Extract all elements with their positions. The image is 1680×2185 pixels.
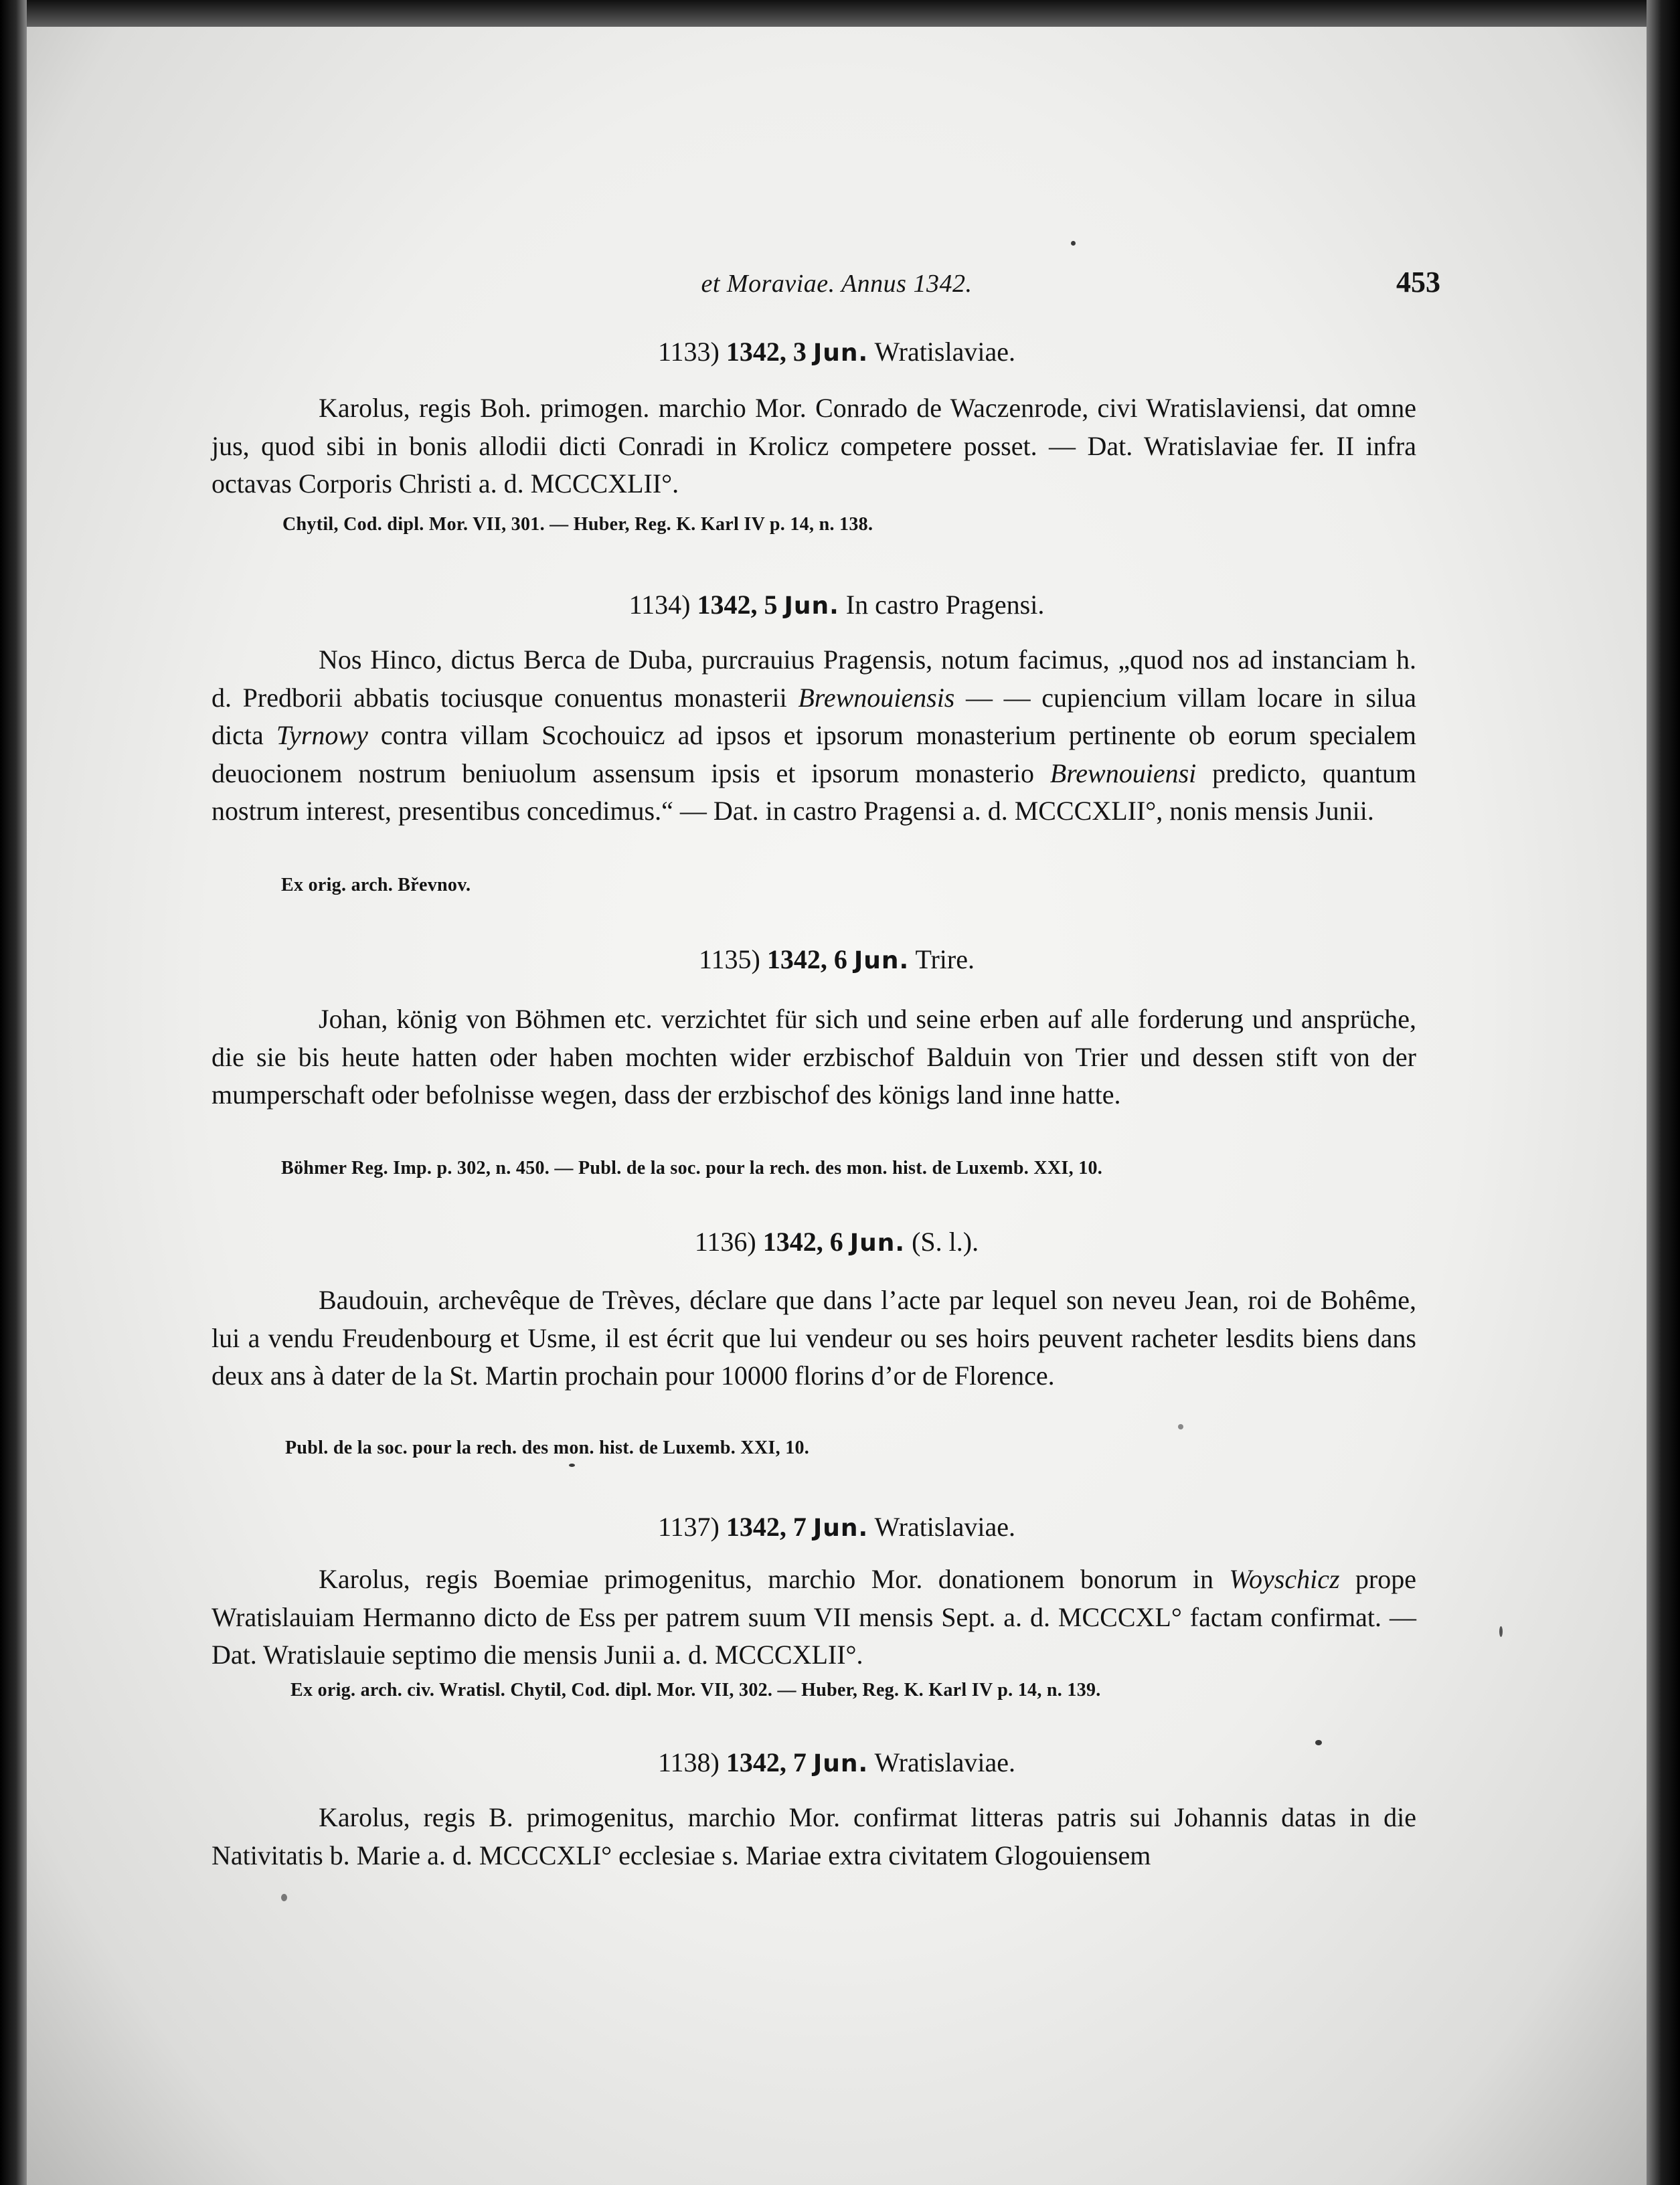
entry-place: Wratislaviae. xyxy=(874,1747,1015,1777)
body-text: prope Wratislauiam Hermanno dicto de Ess per patrem suum VII mensis Sept. a. d. MCCCXL° factam confirmat. — Dat. Wratislauie septimo die mensis Junii a. d. MCCCXLII°. xyxy=(212,1564,1416,1670)
scan-speck xyxy=(1071,241,1076,246)
entry-month: Jun. xyxy=(784,592,839,620)
entry-place: Wratislaviae. xyxy=(874,337,1015,367)
entry-heading-1134 xyxy=(27,589,1647,620)
entry-source-1133: Chytil, Cod. dipl. Mor. VII, 301. — Huber, Reg. K. Karl IV p. 14, n. 138. xyxy=(282,514,873,535)
book-page xyxy=(27,27,1647,2185)
scan-border-left xyxy=(0,0,27,2185)
scan-speck xyxy=(1315,1740,1322,1745)
entry-source-1137: Ex orig. arch. civ. Wratisl. Chytil, Cod. dipl. Mor. VII, 302. — Huber, Reg. K. Karl IV p. 14, n. 139. xyxy=(290,1680,1101,1700)
entry-date: 1342, 7 xyxy=(726,1512,807,1542)
scan-speck xyxy=(1178,1424,1183,1429)
entry-body-1138: Karolus, regis B. primogenitus, marchio Mor. confirmat litteras patris sui Johannis datas in die Nativitatis b. Marie a. d. MCCCXLI° ecclesiae s. Mariae extra civitatem Glogouiensem xyxy=(212,1802,1416,1870)
entry-body-1137 xyxy=(212,1561,1416,1674)
entry-heading-1133 xyxy=(27,336,1647,367)
entry-month: Jun. xyxy=(813,1750,869,1777)
entry-date: 1342, 7 xyxy=(726,1747,807,1777)
entry-heading-1138 xyxy=(27,1747,1647,1778)
scan-border-right xyxy=(1647,0,1680,2185)
entry-source-1136: Publ. de la soc. pour la rech. des mon. hist. de Luxemb. XXI, 10. xyxy=(285,1437,810,1458)
entry-body-1135: Johan, könig von Böhmen etc. verzichtet für sich und seine erben auf alle forderung und ansprüche, die sie bis heute hatten oder haben mochten wider erzbischof Balduin von Trier und dessen stift von der mumperschaft oder befolnisse wegen, dass der erzbischof des königs land inne hatte. xyxy=(212,1004,1416,1110)
entry-place: In castro Pragensi. xyxy=(845,590,1045,620)
entry-body-1136: Baudouin, archevêque de Trèves, déclare que dans l’acte par lequel son neveu Jean, roi de Bohême, lui a vendu Freudenbourg et Usme, il est écrit que lui vendeur ou ses hoirs peuvent racheter lesdits biens dans deux ans à dater de la St. Martin prochain pour 10000 florins d’or de Florence. xyxy=(212,1285,1416,1391)
scan-speck xyxy=(569,1464,575,1467)
entry-place: Wratislaviae. xyxy=(874,1512,1015,1542)
entry-source-1134: Ex orig. arch. Břevnov. xyxy=(281,875,471,895)
entry-place: Trire. xyxy=(915,944,975,974)
entry-month: Jun. xyxy=(813,339,869,367)
running-title: et Moraviae. Annus 1342. xyxy=(701,270,973,298)
body-text: contra villam Scochouicz ad ipsos et ipsorum monasterium pertinente ob eorum specialem deuocionem nostrum beniuolum assensum ipsis et ipsorum monasterio xyxy=(212,720,1417,788)
entry-month: Jun. xyxy=(813,1514,869,1542)
entry-number: 1137) xyxy=(658,1512,720,1542)
entry-heading-1136 xyxy=(27,1226,1647,1257)
entry-number: 1133) xyxy=(658,337,720,367)
entry-month: Jun. xyxy=(849,1229,906,1257)
entry-body-1134 xyxy=(212,641,1416,831)
body-text: predicto, quantum nostrum interest, presentibus concedimus.“ — Dat. in castro Pragensi a. d. MCCCXLII°, nonis mensis Junii. xyxy=(212,758,1416,826)
entry-date: 1342, 5 xyxy=(697,590,778,620)
body-text: Karolus, regis Boemiae primogenitus, marchio Mor. donationem bonorum in xyxy=(319,1564,1230,1594)
entry-number: 1138) xyxy=(658,1747,720,1777)
scan-border-top xyxy=(0,0,1680,30)
page-number: 453 xyxy=(1396,266,1440,298)
entry-date: 1342, 6 xyxy=(766,944,847,974)
entry-date: 1342, 6 xyxy=(762,1227,843,1257)
body-italic-placename: Woyschicz xyxy=(1229,1564,1340,1594)
entry-number: 1134) xyxy=(628,590,691,620)
entry-month: Jun. xyxy=(853,947,910,974)
entry-date: 1342, 3 xyxy=(726,337,807,367)
body-italic-placename: Tyrnowy xyxy=(276,720,368,750)
entry-number: 1136) xyxy=(694,1227,756,1257)
entry-number: 1135) xyxy=(699,944,760,974)
scan-speck xyxy=(281,1894,287,1901)
scan-speck xyxy=(1499,1626,1503,1637)
entry-heading-1137 xyxy=(27,1511,1647,1543)
entry-source-1135: Böhmer Reg. Imp. p. 302, n. 450. — Publ. de la soc. pour la rech. des mon. hist. de Luxemb. XXI, 10. xyxy=(281,1158,1103,1178)
body-italic-placename: Brewnouiensi xyxy=(1049,758,1197,788)
running-head xyxy=(27,262,1647,309)
entry-place: (S. l.). xyxy=(912,1227,979,1257)
entry-body-1133: Karolus, regis Boh. primogen. marchio Mor. Conrado de Waczenrode, civi Wratislaviensi, dat omne jus, quod sibi in bonis allodii dicti Conradi in Krolicz competere posset. — Dat. Wratislaviae fer. II infra octavas Corporis Christi a. d. MCCCXLII°. xyxy=(212,393,1416,499)
entry-heading-1135 xyxy=(27,944,1647,975)
body-italic-placename: Brewnouiensis xyxy=(798,682,955,713)
body-text: Nos Hinco, dictus Berca de Duba, purcrauius Pragensis, notum facimus, „quod nos ad instanciam h. d. Predborii abbatis tociusque conuentus monasterii xyxy=(212,644,1416,713)
body-text: — — cupiencium villam locare in silua dicta xyxy=(212,682,1416,750)
